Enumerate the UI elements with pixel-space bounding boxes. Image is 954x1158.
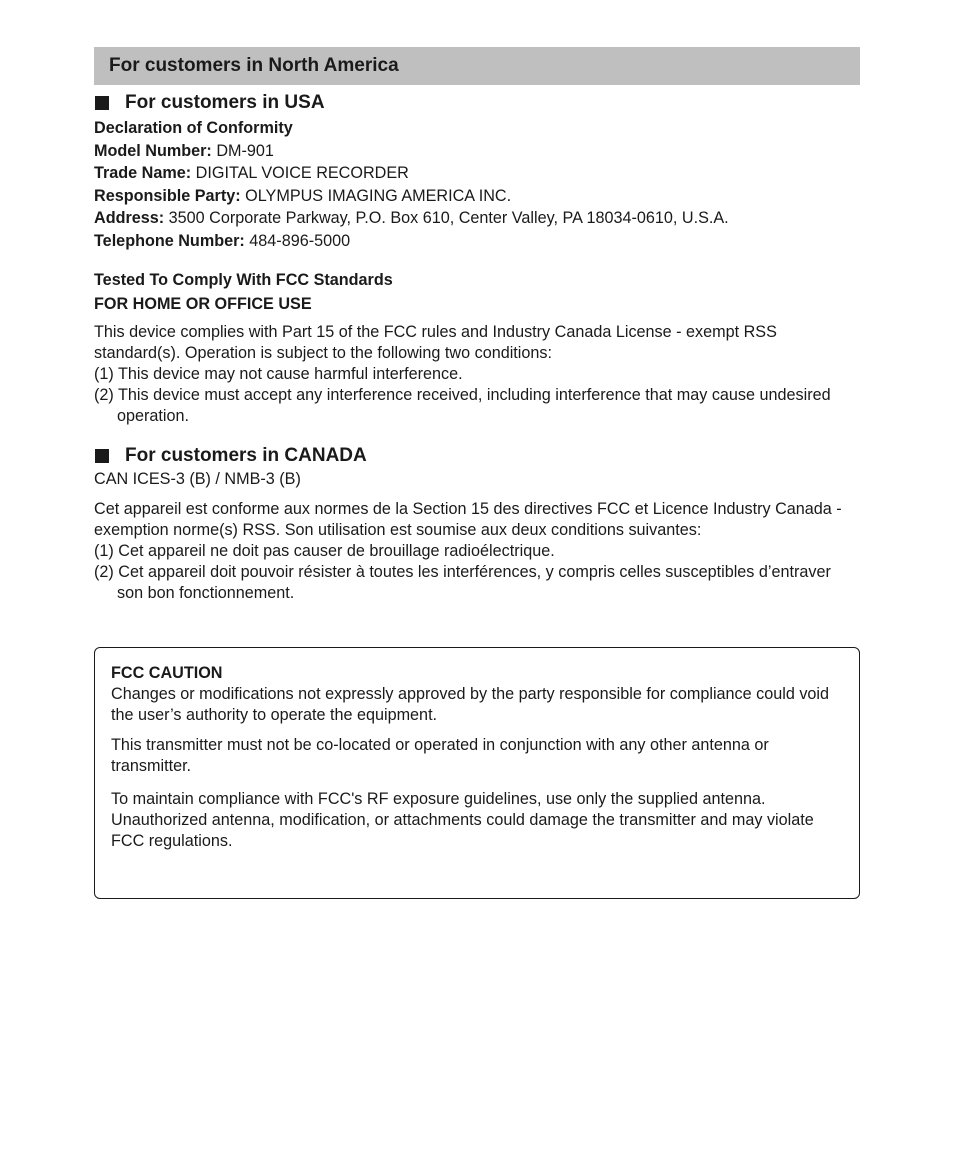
declaration-title: Declaration of Conformity [94,119,293,137]
tested-line-1: Tested To Comply With FCC Standards [94,270,393,289]
field-key: Telephone Number: [94,231,245,250]
field-responsible-party [94,185,860,208]
section-banner-north-america [94,47,860,85]
canada-intro-paragraph: Cet appareil est conforme aux normes de la Section 15 des directives FCC et Licence Industry Canada - exemption norme(s) RSS. Son utilisation est soumise aux deux conditions suivantes: [94,499,842,539]
field-trade-name [94,162,860,185]
square-bullet-icon [95,449,109,463]
field-model-number [94,140,860,163]
field-key: Trade Name: [94,164,192,183]
field-value: 484-896-5000 [249,231,351,250]
field-telephone-number [94,230,860,253]
field-value: 3500 Corporate Parkway, P.O. Box 610, Center Valley, PA 18034-0610, U.S.A. [168,209,729,228]
field-value: DM-901 [216,141,274,160]
caution-paragraph-1: Changes or modifications not expressly approved by the party responsible for compliance could void the user’s authority to operate the equipment. [111,685,830,724]
field-key: Model Number: [94,141,212,160]
canada-heading-text: For customers in CANADA [125,444,367,466]
usa-heading [94,91,860,115]
field-key: Responsible Party: [94,186,241,205]
fcc-tested-block [94,268,860,316]
usa-condition-2: (2) This device must accept any interference received, including interference that may cause undesired operation. [94,385,831,425]
canada-condition-1: (1) Cet appareil ne doit pas causer de brouillage radioélectrique. [94,541,555,560]
caution-title: FCC CAUTION [111,664,223,682]
caution-paragraph-3: To maintain compliance with FCC's RF exposure guidelines, use only the supplied antenna. Unauthorized antenna, modification, or attachments could damage the transmitter and may violate FCC regulations. [111,790,814,850]
tested-line-2: FOR HOME OR OFFICE USE [94,294,312,313]
usa-intro-paragraph: This device complies with Part 15 of the FCC rules and Industry Canada License - exempt RSS standard(s). Operation is subject to the following two conditions: [94,322,777,362]
field-value: DIGITAL VOICE RECORDER [195,164,409,183]
usa-heading-text: For customers in USA [125,92,325,113]
field-value: OLYMPUS IMAGING AMERICA INC. [245,186,512,205]
field-address [94,207,860,230]
usa-condition-1: (1) This device may not cause harmful interference. [94,364,463,383]
banner-title: For customers in North America [109,55,399,76]
canada-heading [94,444,860,468]
canada-condition-2: (2) Cet appareil doit pouvoir résister à toutes les interférences, y compris celles susceptibles d’entraver son bon fonctionnement. [94,562,831,602]
field-key: Address: [94,209,165,228]
caution-paragraph-2: This transmitter must not be co-located or operated in conjunction with any other antenna or transmitter. [111,736,769,775]
canada-ices-line: CAN ICES-3 (B) / NMB-3 (B) [94,469,301,488]
document-page [94,47,860,604]
square-bullet-icon [95,96,109,110]
fcc-caution-box [94,647,860,899]
